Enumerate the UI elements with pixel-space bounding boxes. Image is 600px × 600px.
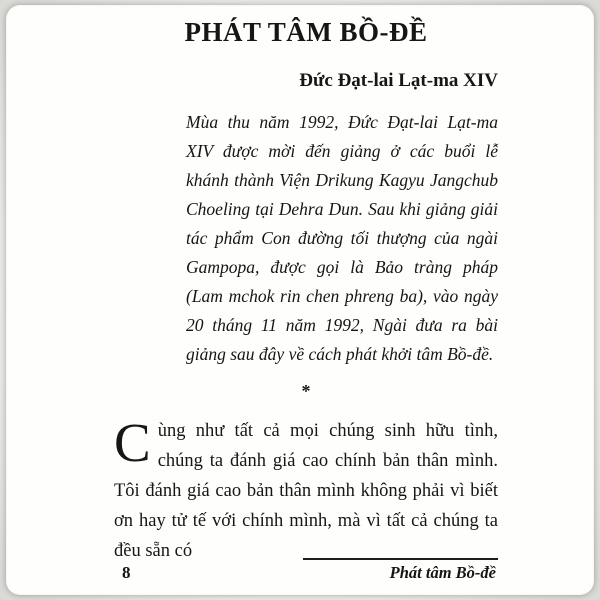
section-separator: *	[301, 381, 311, 401]
drop-cap: C	[114, 412, 151, 473]
running-title-block	[303, 558, 498, 583]
body-paragraph	[114, 412, 498, 566]
chapter-title: PHÁT TÂM BỒ-ĐỀ	[184, 17, 428, 47]
body-text: ùng như tất cả mọi chúng sinh hữu tình, chúng ta đánh giá cao chính bản thân mình. Tôi đánh giá cao bản thân mình không phải vì biết ơn hay tử tế với chính mình, mà vì tất cả chúng ta đều sẵn có	[114, 421, 498, 561]
running-title: Phát tâm Bồ-đề	[389, 563, 496, 582]
page-footer	[114, 558, 498, 583]
page-content	[114, 5, 498, 595]
intro-paragraph: Mùa thu năm 1992, Đức Đạt-lai Lạt-ma XIV được mời đến giảng ở các buổi lễ khánh thành Viện Drikung Kagyu Jangchub Choeling tại Dehra Dun. Sau khi giảng giải tác phẩm Con đường tối thượng của ngài Gampopa, được gọi là Bảo tràng pháp (Lam mchok rin chen phreng ba), vào ngày 20 tháng 11 năm 1992, Ngài đưa ra bài giảng sau đây về cách phát khởi tâm Bồ-đề.	[186, 112, 498, 364]
footer-rule	[303, 558, 498, 560]
book-page	[6, 5, 594, 595]
author-name: Đức Đạt-lai Lạt-ma XIV	[299, 70, 498, 91]
page-number: 8	[122, 563, 131, 582]
